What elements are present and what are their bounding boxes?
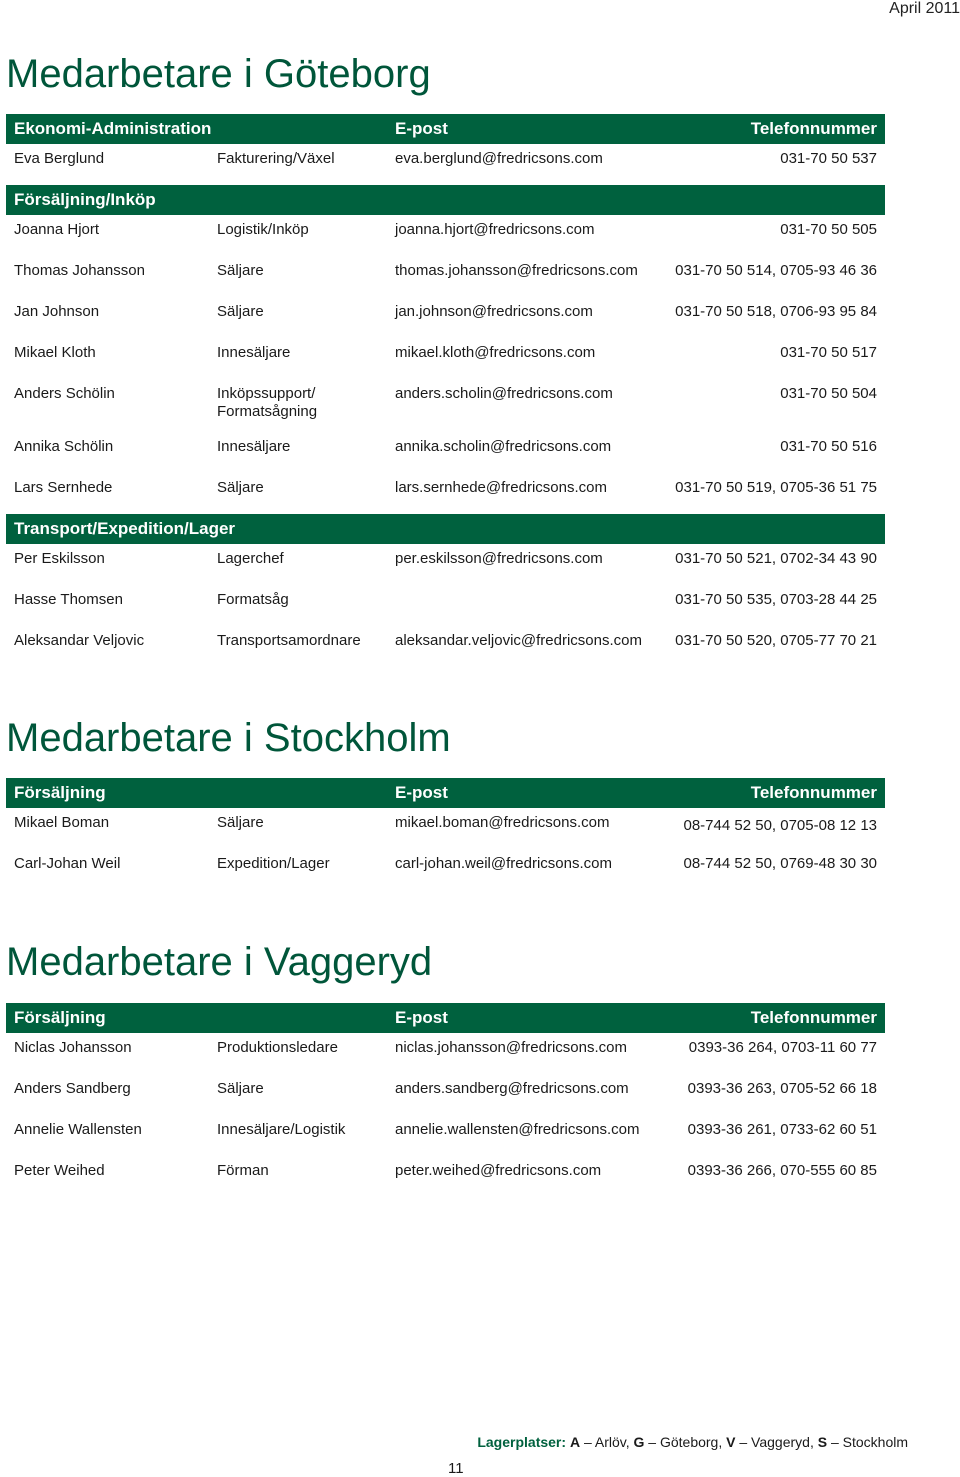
employee-name: Thomas Johansson <box>14 262 145 279</box>
employee-role: Säljare <box>217 1080 264 1097</box>
section-header <box>6 114 885 144</box>
employee-phone: 031-70 50 521, 0702-34 43 90 <box>675 550 877 567</box>
employee-phone: 031-70 50 505 <box>780 221 877 238</box>
employee-email[interactable]: joanna.hjort@fredricsons.com <box>395 221 595 238</box>
page-number: 11 <box>448 1460 464 1477</box>
employee-name: Anders Sandberg <box>14 1080 131 1097</box>
employee-name: Hasse Thomsen <box>14 591 123 608</box>
employee-phone: 031-70 50 520, 0705-77 70 21 <box>675 632 877 649</box>
employee-name: Peter Weihed <box>14 1162 105 1179</box>
employee-email[interactable]: niclas.johansson@fredricsons.com <box>395 1039 627 1056</box>
employee-name: Jan Johnson <box>14 303 100 320</box>
section-title: Ekonomi-Administration <box>14 119 212 138</box>
legend-code: G <box>633 1434 645 1450</box>
section-header <box>6 185 885 215</box>
employee-name: Anders Schölin <box>14 385 115 402</box>
table-row <box>6 1115 885 1156</box>
employee-phone: 0393-36 263, 0705-52 66 18 <box>687 1080 877 1097</box>
table-row <box>6 338 885 379</box>
employee-email[interactable]: anders.sandberg@fredricsons.com <box>395 1080 629 1097</box>
employee-name: Lars Sernhede <box>14 479 113 496</box>
employee-phone: 0393-36 261, 0733-62 60 51 <box>687 1121 877 1138</box>
employee-role: Säljare <box>217 262 264 279</box>
phone-column-header: Telefonnummer <box>750 783 877 802</box>
employee-role: Säljare <box>217 814 264 831</box>
employee-phone: 0393-36 264, 0703-11 60 77 <box>688 1039 877 1056</box>
page-date: April 2011 <box>889 0 960 17</box>
employee-phone: 031-70 50 514, 0705-93 46 36 <box>675 262 877 279</box>
vaggeryd-title: Medarbetare i Vaggeryd <box>6 940 433 984</box>
employee-email[interactable]: mikael.kloth@fredricsons.com <box>395 344 596 361</box>
stockholm-table <box>6 778 885 890</box>
legend-sep: – <box>827 1434 843 1450</box>
table-row <box>6 544 885 585</box>
employee-phone: 031-70 50 516 <box>780 438 877 455</box>
employee-name: Per Eskilsson <box>14 550 105 567</box>
email-column-header: E-post <box>395 783 448 802</box>
employee-email[interactable]: aleksandar.veljovic@fredricsons.com <box>395 632 642 649</box>
employee-phone: 0393-36 266, 070-555 60 85 <box>687 1162 877 1179</box>
employee-email[interactable]: peter.weihed@fredricsons.com <box>395 1162 602 1179</box>
phone-column-header: Telefonnummer <box>750 1008 877 1027</box>
table-row <box>6 473 885 514</box>
employee-role: Säljare <box>217 303 264 320</box>
employee-role: Transportsamordnare <box>217 632 361 649</box>
section-header <box>6 1003 885 1033</box>
section-title: Transport/Expedition/Lager <box>14 519 236 538</box>
phone-column-header: Telefonnummer <box>750 119 877 138</box>
employee-email[interactable]: anders.scholin@fredricsons.com <box>395 385 613 402</box>
employee-phone: 031-70 50 504 <box>780 385 877 402</box>
employee-name: Mikael Kloth <box>14 344 96 361</box>
legend-sep: – <box>644 1434 660 1450</box>
employee-email[interactable]: jan.johnson@fredricsons.com <box>395 303 593 320</box>
employee-email[interactable]: annelie.wallensten@fredricsons.com <box>395 1121 640 1138</box>
employee-name: Annika Schölin <box>14 438 114 455</box>
warehouse-legend <box>477 1434 908 1450</box>
employee-role: Lagerchef <box>217 550 284 567</box>
employee-role: Formatsåg <box>217 591 289 608</box>
section-header <box>6 514 885 544</box>
legend-label: Lagerplatser: <box>477 1434 567 1450</box>
employee-email[interactable]: carl-johan.weil@fredricsons.com <box>395 855 612 872</box>
employee-email[interactable]: eva.berglund@fredricsons.com <box>395 150 603 167</box>
legend-sep: – <box>735 1434 752 1450</box>
employee-name: Carl-Johan Weil <box>14 855 121 872</box>
employee-name: Annelie Wallensten <box>14 1121 142 1138</box>
legend-place: Vaggeryd, <box>751 1434 818 1450</box>
goteborg-title: Medarbetare i Göteborg <box>6 52 431 96</box>
employee-phone: 08-744 52 50, 0705-08 12 13 <box>683 817 877 834</box>
legend-code: A <box>569 1434 581 1450</box>
legend-place: Stockholm <box>842 1434 908 1450</box>
table-row <box>6 1033 885 1074</box>
email-column-header: E-post <box>395 1008 448 1027</box>
table-row <box>6 215 885 256</box>
employee-role: Produktionsledare <box>217 1039 338 1056</box>
legend-code: V <box>726 1434 736 1450</box>
employee-role: Innesäljare/Logistik <box>217 1121 346 1138</box>
employee-name: Joanna Hjort <box>14 221 100 238</box>
section-title: Försäljning <box>14 783 106 802</box>
employee-email[interactable]: annika.scholin@fredricsons.com <box>395 438 612 455</box>
employee-phone: 031-70 50 537 <box>780 150 877 167</box>
table-row <box>6 297 885 338</box>
vaggeryd-table <box>6 1003 885 1197</box>
employee-role: Inköpssupport/ Formatsågning <box>217 385 318 420</box>
employee-role: Förman <box>217 1162 269 1179</box>
table-row <box>6 626 885 667</box>
goteborg-table <box>6 114 885 667</box>
section-header <box>6 778 885 808</box>
employee-email[interactable]: mikael.boman@fredricsons.com <box>395 814 610 831</box>
section-title: Försäljning <box>14 1008 106 1027</box>
employee-role: Säljare <box>217 479 264 496</box>
table-row <box>6 849 885 890</box>
employee-phone: 031-70 50 519, 0705-36 51 75 <box>675 479 877 496</box>
employee-phone: 031-70 50 518, 0706-93 95 84 <box>675 303 877 320</box>
table-row <box>6 585 885 626</box>
employee-email[interactable]: per.eskilsson@fredricsons.com <box>395 550 603 567</box>
employee-name: Aleksandar Veljovic <box>14 632 145 649</box>
employee-phone: 031-70 50 517 <box>780 344 877 361</box>
email-column-header: E-post <box>395 119 448 138</box>
table-row <box>6 808 885 849</box>
table-row <box>6 1074 885 1115</box>
section-title: Försäljning/Inköp <box>14 190 156 209</box>
legend-place: Arlöv, <box>594 1434 634 1450</box>
stockholm-title: Medarbetare i Stockholm <box>6 716 451 760</box>
employee-name: Eva Berglund <box>14 150 105 167</box>
table-row <box>6 379 885 432</box>
employee-role: Logistik/Inköp <box>217 221 309 238</box>
employee-name: Mikael Boman <box>14 814 110 831</box>
employee-role: Innesäljare <box>217 344 291 361</box>
employee-email[interactable]: thomas.johansson@fredricsons.com <box>395 262 638 279</box>
table-row <box>6 432 885 473</box>
legend-place: Göteborg, <box>659 1434 727 1450</box>
employee-name: Niclas Johansson <box>14 1039 132 1056</box>
employee-email[interactable]: lars.sernhede@fredricsons.com <box>395 479 607 496</box>
employee-phone: 031-70 50 535, 0703-28 44 25 <box>675 591 877 608</box>
employee-phone: 08-744 52 50, 0769-48 30 30 <box>683 855 877 872</box>
legend-sep: – <box>580 1434 595 1450</box>
employee-role: Fakturering/Växel <box>217 150 335 167</box>
table-row <box>6 1156 885 1197</box>
table-row <box>6 256 885 297</box>
employee-role: Innesäljare <box>217 438 291 455</box>
legend-code: S <box>817 1434 828 1450</box>
employee-role: Expedition/Lager <box>217 855 330 872</box>
table-row <box>6 144 885 185</box>
